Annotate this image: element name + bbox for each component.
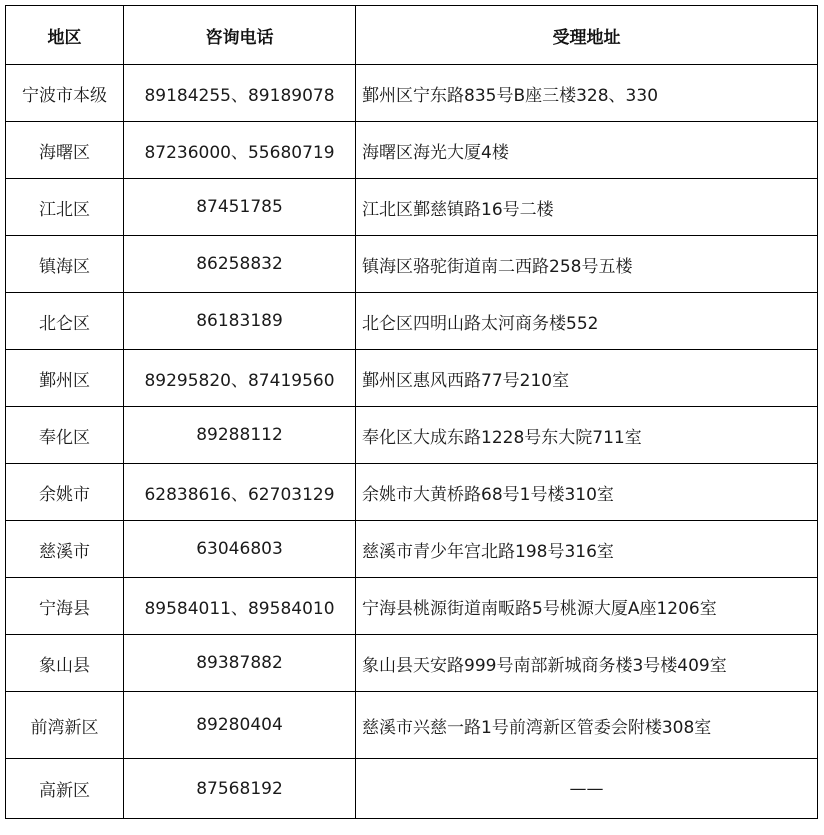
table-row xyxy=(6,692,818,759)
table-row xyxy=(6,635,818,692)
region-cell: 镇海区 xyxy=(6,236,124,293)
phone-cell: 87451785 xyxy=(124,179,356,236)
address-cell: 宁海县桃源街道南畈路5号桃源大厦A座1206室 xyxy=(356,578,818,635)
region-cell: 象山县 xyxy=(6,635,124,692)
region-cell: 鄞州区 xyxy=(6,350,124,407)
header-phone: 咨询电话 xyxy=(124,6,356,65)
table-row xyxy=(6,578,818,635)
address-cell: 奉化区大成东路1228号东大院711室 xyxy=(356,407,818,464)
header-region: 地区 xyxy=(6,6,124,65)
phone-cell: 86183189 xyxy=(124,293,356,350)
region-cell: 奉化区 xyxy=(6,407,124,464)
region-cell: 宁波市本级 xyxy=(6,65,124,122)
table-row xyxy=(6,122,818,179)
address-cell: 鄞州区宁东路835号B座三楼328、330 xyxy=(356,65,818,122)
phone-cell: 87236000、55680719 xyxy=(124,122,356,179)
phone-cell: 89184255、89189078 xyxy=(124,65,356,122)
phone-cell: 87568192 xyxy=(124,759,356,819)
table-row xyxy=(6,179,818,236)
phone-cell: 89280404 xyxy=(124,692,356,759)
phone-cell: 89584011、89584010 xyxy=(124,578,356,635)
address-cell: 海曙区海光大厦4楼 xyxy=(356,122,818,179)
region-cell: 高新区 xyxy=(6,759,124,819)
phone-cell: 89288112 xyxy=(124,407,356,464)
contact-table xyxy=(5,5,818,819)
phone-cell: 86258832 xyxy=(124,236,356,293)
region-cell: 北仑区 xyxy=(6,293,124,350)
address-cell: 余姚市大黄桥路68号1号楼310室 xyxy=(356,464,818,521)
address-cell: 北仑区四明山路太河商务楼552 xyxy=(356,293,818,350)
table-row xyxy=(6,236,818,293)
address-cell: 镇海区骆驼街道南二西路258号五楼 xyxy=(356,236,818,293)
table-row xyxy=(6,759,818,819)
header-address: 受理地址 xyxy=(356,6,818,65)
table-row xyxy=(6,293,818,350)
address-cell: 象山县天安路999号南部新城商务楼3号楼409室 xyxy=(356,635,818,692)
address-cell: 慈溪市兴慈一路1号前湾新区管委会附楼308室 xyxy=(356,692,818,759)
region-cell: 余姚市 xyxy=(6,464,124,521)
phone-cell: 62838616、62703129 xyxy=(124,464,356,521)
region-cell: 海曙区 xyxy=(6,122,124,179)
region-cell: 前湾新区 xyxy=(6,692,124,759)
phone-cell: 89295820、87419560 xyxy=(124,350,356,407)
region-cell: 江北区 xyxy=(6,179,124,236)
address-cell: 江北区鄞慈镇路16号二楼 xyxy=(356,179,818,236)
header-row xyxy=(6,6,818,65)
table-row xyxy=(6,65,818,122)
phone-cell: 63046803 xyxy=(124,521,356,578)
table-row xyxy=(6,464,818,521)
phone-cell: 89387882 xyxy=(124,635,356,692)
table-row xyxy=(6,407,818,464)
table-row xyxy=(6,521,818,578)
address-cell: 鄞州区惠风西路77号210室 xyxy=(356,350,818,407)
region-cell: 宁海县 xyxy=(6,578,124,635)
address-cell: 慈溪市青少年宫北路198号316室 xyxy=(356,521,818,578)
table-row xyxy=(6,350,818,407)
address-cell: —— xyxy=(356,759,818,819)
region-cell: 慈溪市 xyxy=(6,521,124,578)
